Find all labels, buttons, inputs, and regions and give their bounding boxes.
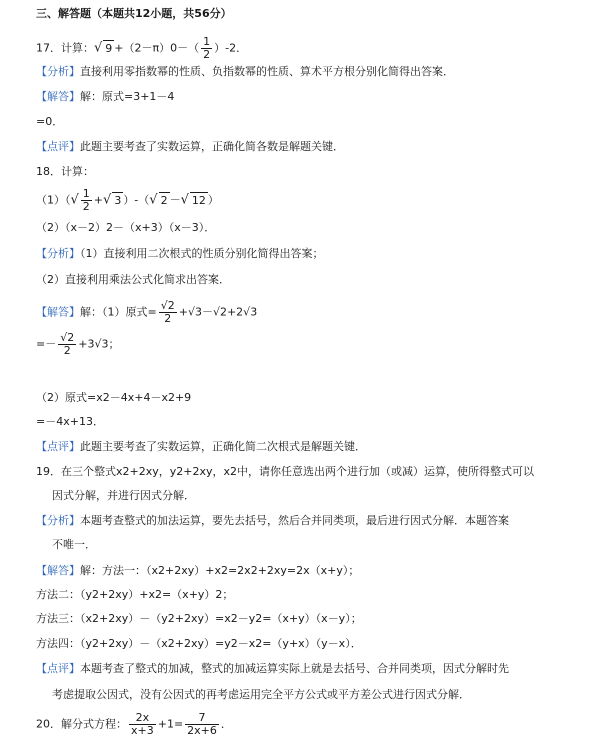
q18-analysis-2: （2）直接利用乘法公式化简求出答案． xyxy=(36,273,230,286)
answer-tag: 【解答】 xyxy=(36,90,80,103)
q18-answer-3: （2）原式=x2－4x+4－x2+9 xyxy=(36,391,192,404)
q17-part3: ）-2． xyxy=(214,41,248,55)
q18-answer-2: =－ $\frac{√2}{2}$ +3√3； xyxy=(36,331,120,357)
q17-analysis: 【分析】直接利用零指数幂的性质、负指数幂的性质、算术平方根分别化简得出答案． xyxy=(36,65,454,78)
q20-fraction-1: $\frac{2x}{x+3}$ xyxy=(131,711,154,737)
q19-question: 19．在三个整式x2+2xy，y2+2xy，x2中，请你任意选出两个进行加（或减）运算，使所得整式可以 xyxy=(36,465,534,478)
q20-fraction-2: $\frac{7}{2x+6}$ xyxy=(187,711,217,737)
q17-fraction: $\frac{1}{2}$ xyxy=(203,35,211,61)
sqrt-sign: √ xyxy=(94,40,103,56)
q18-prefix: 18．计算： xyxy=(36,165,94,178)
q19-analysis: 【分析】本题考查整式的加法运算，要先去括号，然后合并同类项，最后进行因式分解．本题答案 xyxy=(36,514,509,527)
q19-method-2: 方法二：（y2+2xy）+x2=（x+y）2； xyxy=(36,588,234,601)
q17-part2: +（2－π）0－（ xyxy=(114,41,200,55)
q19-comment-2: 考虑提取公因式，没有公因式的再考虑运用完全平方公式或平方差公式进行因式分解． xyxy=(52,688,470,701)
q17-comment: 【点评】此题主要考查了实数运算，正确化简各数是解题关键． xyxy=(36,140,344,153)
q17-answer: 【解答】解：原式=3+1－4 xyxy=(36,90,175,103)
q17-radicand: 9 xyxy=(105,41,113,55)
section-title: 三、解答题（本题共12小题，共56分） xyxy=(36,7,232,20)
q20-question: 20．解分式方程： $\frac{2x}{x+3}$ +1= $\frac{7}{2x+6}$ ． xyxy=(36,711,232,737)
q19-question-2: 因式分解，并进行因式分解． xyxy=(52,489,195,502)
q18-sub2: （2）（x－2）2－（x+3）（x－3）． xyxy=(36,221,216,234)
q18-answer-1: 【解答】解：（1）原式= $\frac{√2}{2}$ +√3－√2+2√3 xyxy=(36,299,258,325)
comment-tag: 【点评】 xyxy=(36,140,80,153)
q19-comment: 【点评】本题考查了整式的加减，整式的加减运算实际上就是去括号、合并同类项，因式分解时先 xyxy=(36,662,509,675)
q18-answer-fraction: $\frac{√2}{2}$ xyxy=(160,299,175,325)
q19-method-4: 方法四：（y2+2xy）－（x2+2xy）=y2－x2=（y+x）（y－x）． xyxy=(36,637,362,650)
q18-sub1: （1）（√ $\frac{1}{2}$ +√ 3 ）-（√ 2 －√ 12 ） xyxy=(36,187,219,213)
q18-analysis: 【分析】（1）直接利用二次根式的性质分别化简得出答案； xyxy=(36,247,324,260)
analysis-tag: 【分析】 xyxy=(36,65,80,78)
q17-question xyxy=(36,36,247,61)
q19-method-1: 【解答】解：方法一：（x2+2xy）+x2=2x2+2xy=2x（x+y）； xyxy=(36,564,360,577)
q18-comment: 【点评】此题主要考查了实数运算，正确化简二次根式是解题关键． xyxy=(36,440,366,453)
q18-sub1-fraction: $\frac{1}{2}$ xyxy=(82,187,90,213)
q17-result: =0． xyxy=(36,115,64,128)
q18-answer-4: =－4x+13． xyxy=(36,415,104,428)
q19-method-3: 方法三：（x2+2xy）－（y2+2xy）=x2－y2=（x+y）（x－y）； xyxy=(36,612,362,625)
q19-analysis-2: 不唯一． xyxy=(52,538,96,551)
q17-prefix: 17．计算： xyxy=(36,41,94,55)
